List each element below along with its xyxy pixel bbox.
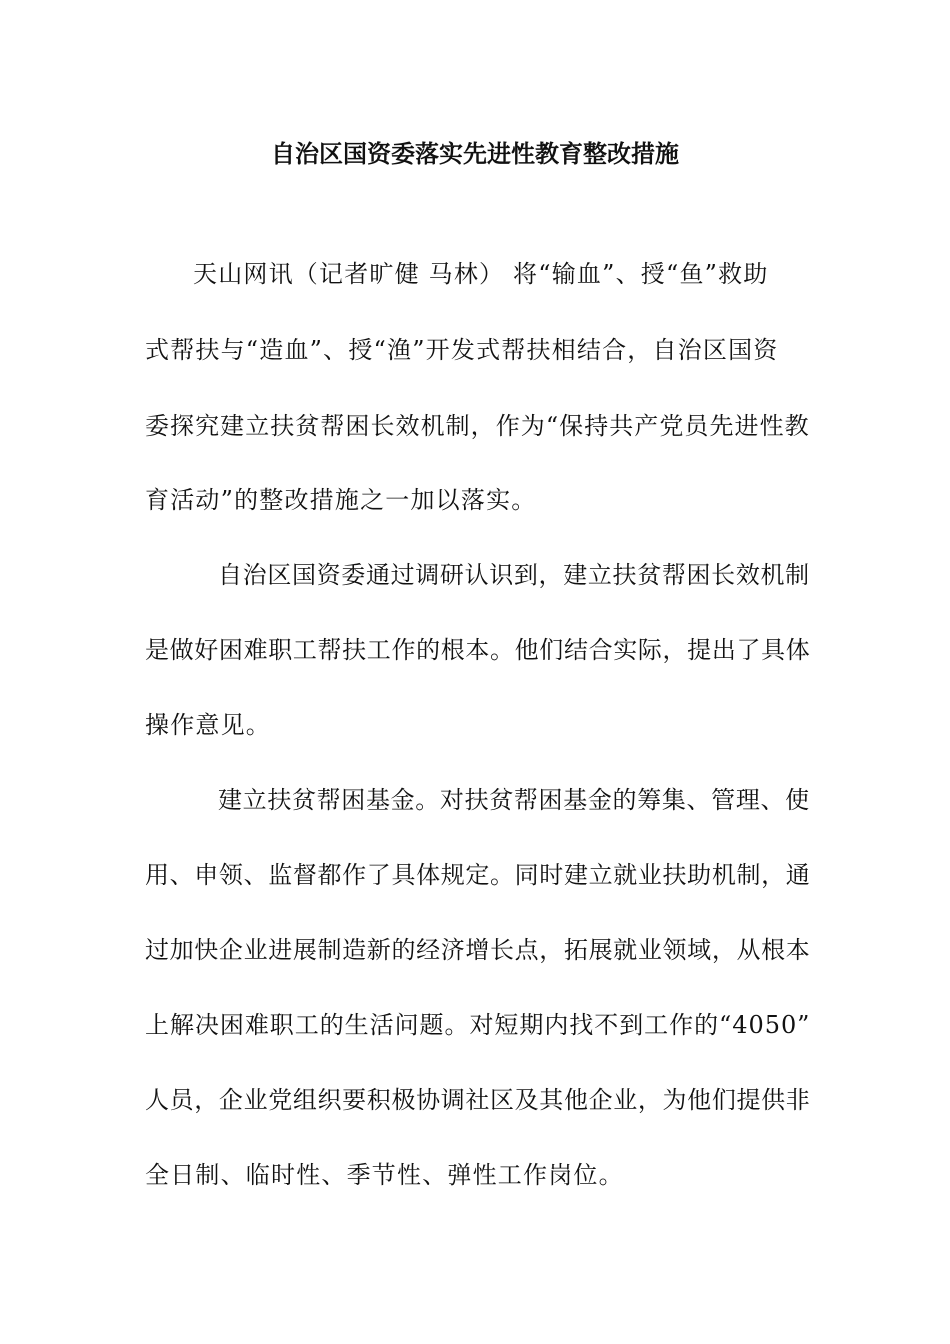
paragraph-2-line-3: 操作意见。 [145,711,271,739]
paragraph-1-line-2: 式帮扶与“造血”、授“渔”开发式帮扶相结合，自治区国资 [145,336,779,364]
paragraph-3-line-2: 用、申领、监督都作了具体规定。同时建立就业扶助机制，通 [145,861,811,889]
document-title: 自治区国资委落实先进性教育整改措施 [271,139,679,168]
paragraph-3-line-6: 全日制、临时性、季节性、弹性工作岗位。 [145,1161,624,1189]
paragraph-1-line-3: 委探究建立扶贫帮困长效机制，作为“保持共产党员先进性教 [145,412,810,440]
paragraph-3-line-3: 过加快企业进展制造新的经济增长点，拓展就业领域，从根本 [145,936,811,964]
paragraph-3-line-1: 建立扶贫帮困基金。对扶贫帮困基金的筹集、管理、使 [218,786,810,814]
paragraph-3-line-5: 人员，企业党组织要积极协调社区及其他企业，为他们提供非 [145,1086,811,1114]
paragraph-1-line-4: 育活动”的整改措施之一加以落实。 [145,486,537,514]
paragraph-2-line-2: 是做好困难职工帮扶工作的根本。他们结合实际，提出了具体 [145,636,811,664]
paragraph-3-line-4: 上解决困难职工的生活问题。对短期内找不到工作的“4050” [145,1011,811,1039]
paragraph-1-line-1: 天山网讯（记者旷健 马林） 将“输血”、授“鱼”救助 [193,260,769,288]
paragraph-2-line-1: 自治区国资委通过调研认识到，建立扶贫帮困长效机制 [218,561,810,589]
